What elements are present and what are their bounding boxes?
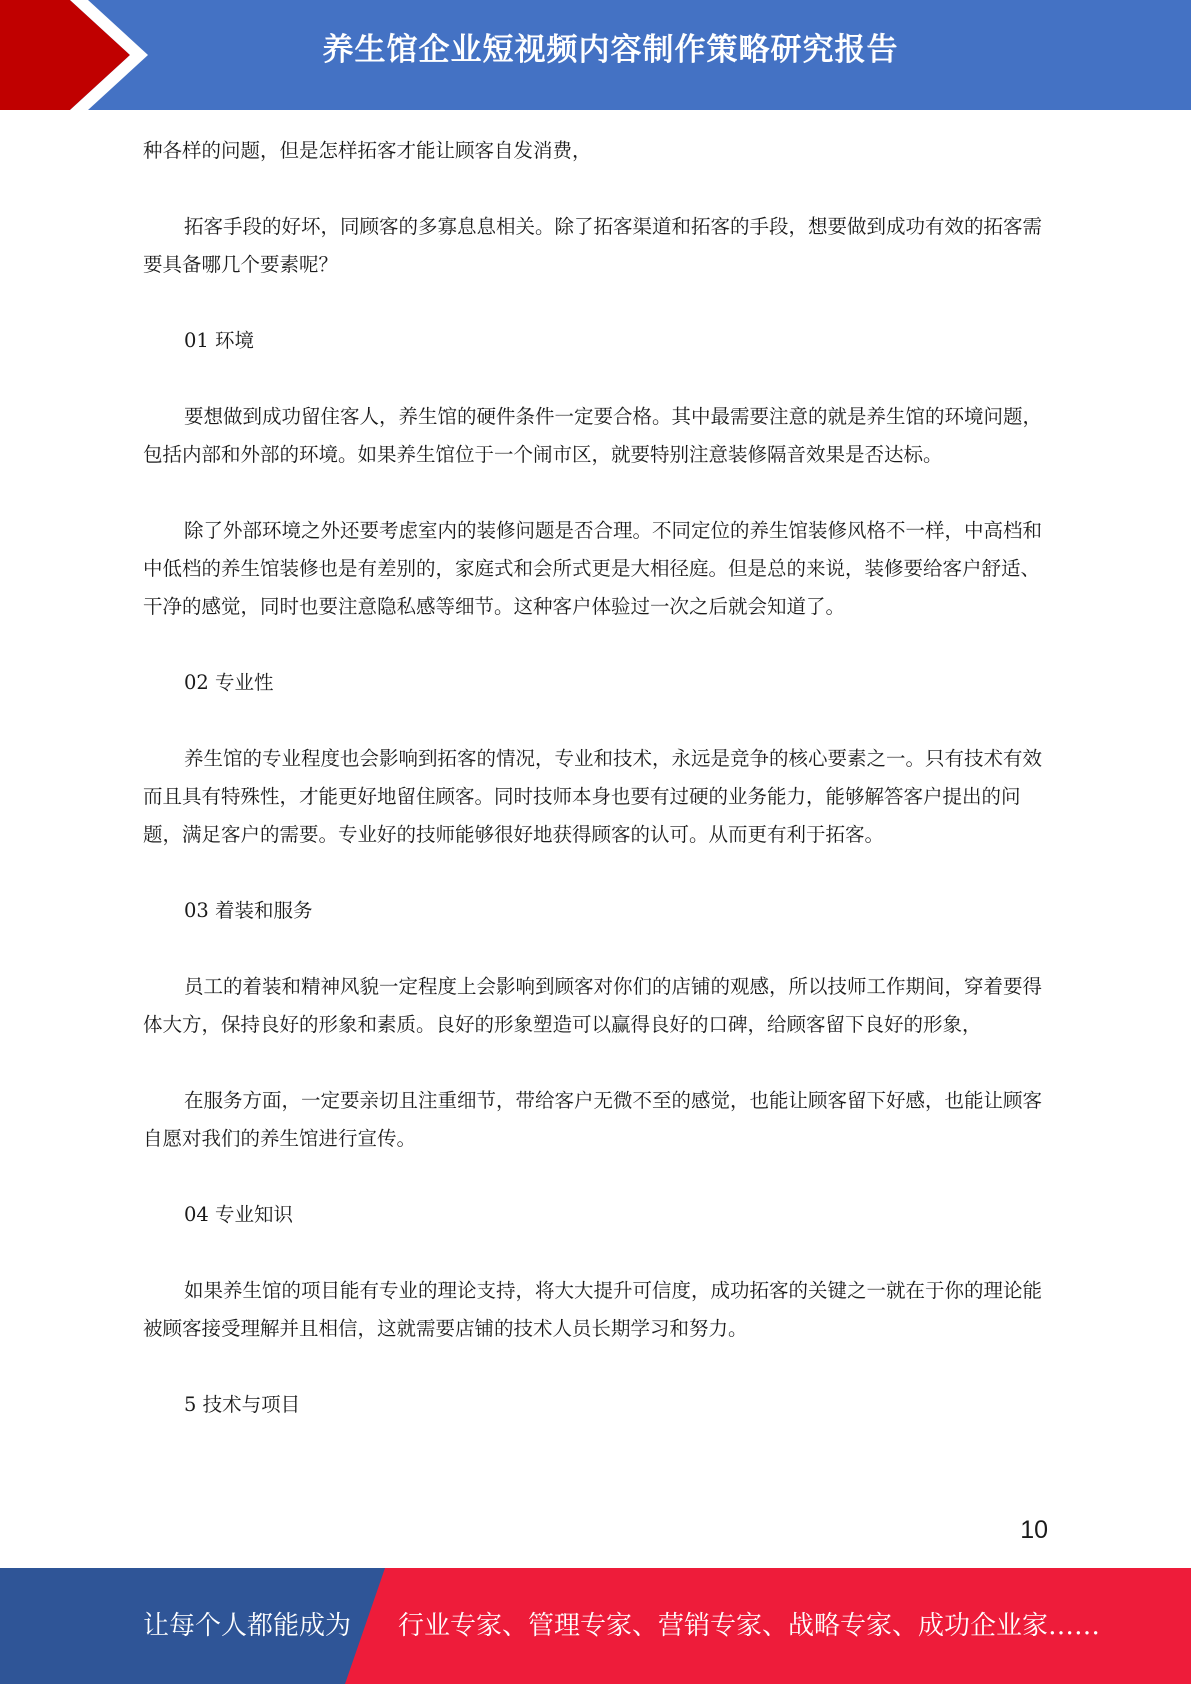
footer-tagline: 行业专家、管理专家、营销专家、战略专家、成功企业家…… <box>398 1611 1101 1641</box>
page-footer <box>0 1568 1191 1684</box>
footer-slogan: 让每个人都能成为 <box>143 1611 352 1641</box>
paragraph: 拓客手段的好坏，同顾客的多寡息息相关。除了拓客渠道和拓客的手段，想要做到成功有效的拓客需要具备哪几个要素呢？ <box>143 215 1043 276</box>
paragraph: 除了外部环境之外还要考虑室内的装修问题是否合理。不同定位的养生馆装修风格不一样，中高档和中低档的养生馆装修也是有差别的，家庭式和会所式更是大相径庭。但是总的来说，装修要给客户舒适、干净的感觉，同时也要注意隐私感等细节。这种客户体验过一次之后就会知道了。 <box>143 519 1043 618</box>
paragraph: 养生馆的专业程度也会影响到拓客的情况，专业和技术，永远是竞争的核心要素之一。只有技术有效而且具有特殊性，才能更好地留住顾客。同时技师本身也要有过硬的业务能力，能够解答客户提出的问题，满足客户的需要。专业好的技师能够很好地获得顾客的认可。从而更有利于拓客。 <box>143 747 1043 846</box>
paragraph: 种各样的问题，但是怎样拓客才能让顾客自发消费， <box>143 139 592 162</box>
paragraph: 员工的着装和精神风貌一定程度上会影响到顾客对你们的店铺的观感，所以技师工作期间，穿着要得体大方，保持良好的形象和素质。良好的形象塑造可以赢得良好的口碑，给顾客留下良好的形象， <box>143 975 1043 1036</box>
section-heading: 03 着装和服务 <box>184 899 313 922</box>
section-heading: 02 专业性 <box>184 671 274 694</box>
document-body <box>143 132 1048 1424</box>
page-number: 10 <box>1020 1516 1048 1544</box>
section-heading: 01 环境 <box>184 329 255 352</box>
document-title: 养生馆企业短视频内容制作策略研究报告 <box>322 32 899 68</box>
paragraph: 在服务方面，一定要亲切且注重细节，带给客户无微不至的感觉，也能让顾客留下好感，也能让顾客自愿对我们的养生馆进行宣传。 <box>143 1089 1043 1150</box>
paragraph: 如果养生馆的项目能有专业的理论支持，将大大提升可信度，成功拓客的关键之一就在于你的理论能被顾客接受理解并且相信，这就需要店铺的技术人员长期学习和努力。 <box>143 1279 1043 1340</box>
section-heading: 04 专业知识 <box>184 1203 294 1226</box>
page-header <box>0 0 1191 110</box>
paragraph: 要想做到成功留住客人，养生馆的硬件条件一定要合格。其中最需要注意的就是养生馆的环境问题，包括内部和外部的环境。如果养生馆位于一个闹市区，就要特别注意装修隔音效果是否达标。 <box>143 405 1043 466</box>
section-heading: 5 技术与项目 <box>184 1393 301 1416</box>
